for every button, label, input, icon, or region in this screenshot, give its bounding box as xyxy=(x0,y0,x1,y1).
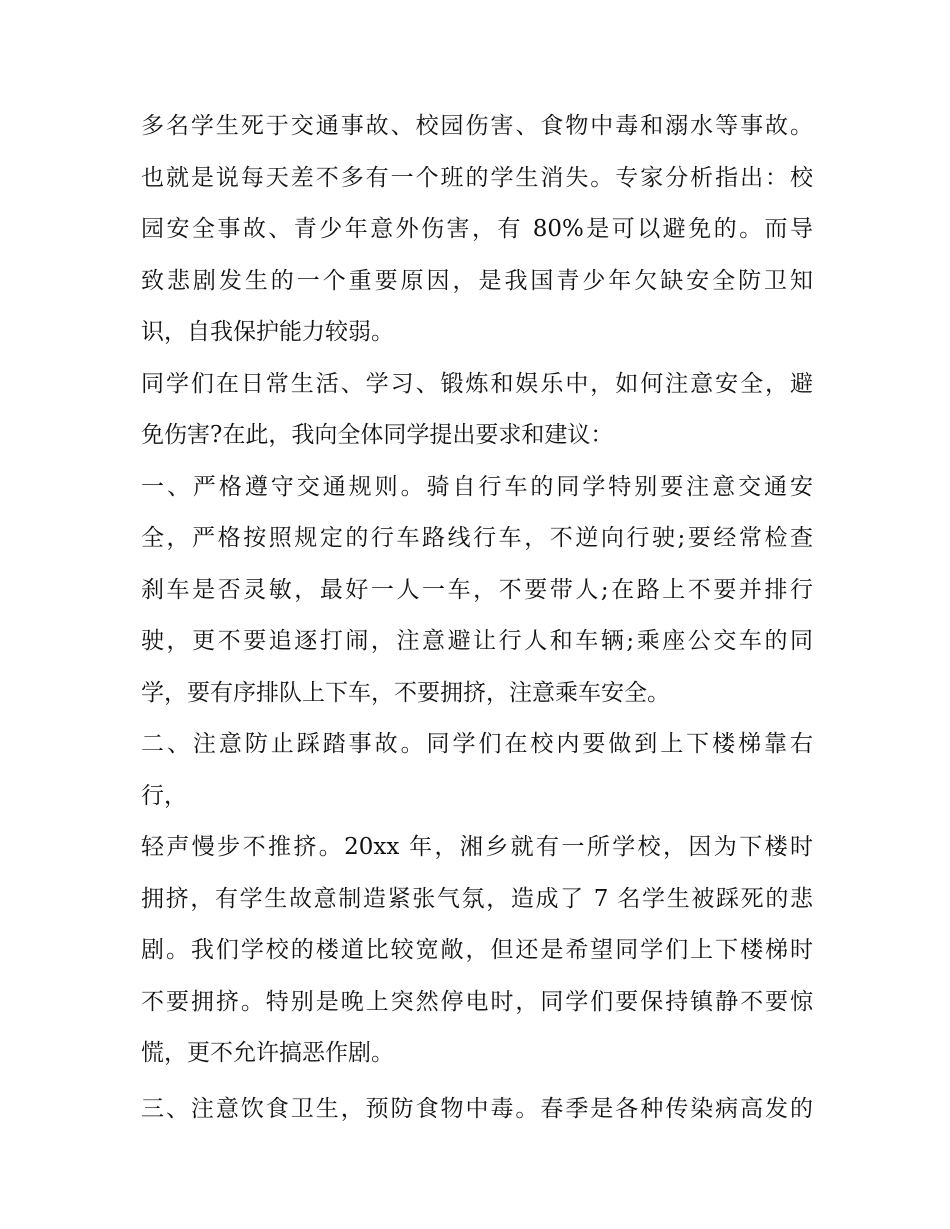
document-page xyxy=(141,101,813,1135)
text-line: 二、注意防止踩踏事故。同学们在校内要做到上下楼梯靠右 xyxy=(141,731,813,757)
paragraph xyxy=(141,822,813,1080)
text-line: 同学们在日常生活、学习、锻炼和娱乐中，如何注意安全，避 xyxy=(141,370,813,397)
text-line: 剧。我们学校的楼道比较宽敞，但还是希望同学们上下楼梯时 xyxy=(141,937,813,963)
paragraph xyxy=(141,719,813,822)
text-line: 识，自我保护能力较弱。 xyxy=(141,319,394,345)
paragraph xyxy=(141,359,813,462)
text-line: 全，严格按照规定的行车路线行车，不逆向行驶;要经常检查 xyxy=(141,525,813,551)
paragraph xyxy=(141,101,813,359)
text-line: 免伤害?在此，我向全体同学提出要求和建议： xyxy=(141,422,614,448)
text-line: 轻声慢步不推挤。20xx 年，湘乡就有一所学校，因为下楼时 xyxy=(141,834,813,860)
paragraph xyxy=(141,1084,813,1136)
text-line: 三、注意饮食卫生，预防食物中毒。春季是各种传染病高发的 xyxy=(141,1095,813,1122)
text-line: 园安全事故、青少年意外伤害，有 80%是可以避免的。而导 xyxy=(141,216,813,242)
text-line: 一、严格遵守交通规则。骑自行车的同学特别要注意交通安 xyxy=(141,473,813,500)
paragraph xyxy=(141,462,813,720)
text-line: 不要拥挤。特别是晚上突然停电时，同学们要保持镇静不要惊 xyxy=(141,988,813,1015)
text-line: 行， xyxy=(141,782,187,809)
text-line: 刹车是否灵敏，最好一人一车，不要带人;在路上不要并排行 xyxy=(141,576,813,603)
text-line: 也就是说每天差不多有一个班的学生消失。专家分析指出：校 xyxy=(141,164,813,191)
text-line: 慌，更不允许搞恶作剧。 xyxy=(141,1040,394,1066)
text-line: 拥挤，有学生故意制造紧张气氛，造成了 7 名学生被踩死的悲 xyxy=(141,885,813,912)
text-line: 学，要有序排队上下车，不要拥挤，注意乘车安全。 xyxy=(141,679,670,706)
text-line: 多名学生死于交通事故、校园伤害、食物中毒和溺水等事故。 xyxy=(141,113,813,139)
text-line: 致悲剧发生的一个重要原因，是我国青少年欠缺安全防卫知 xyxy=(141,267,813,294)
text-line: 驶，更不要追逐打闹，注意避让行人和车辆;乘座公交车的同 xyxy=(141,628,813,654)
